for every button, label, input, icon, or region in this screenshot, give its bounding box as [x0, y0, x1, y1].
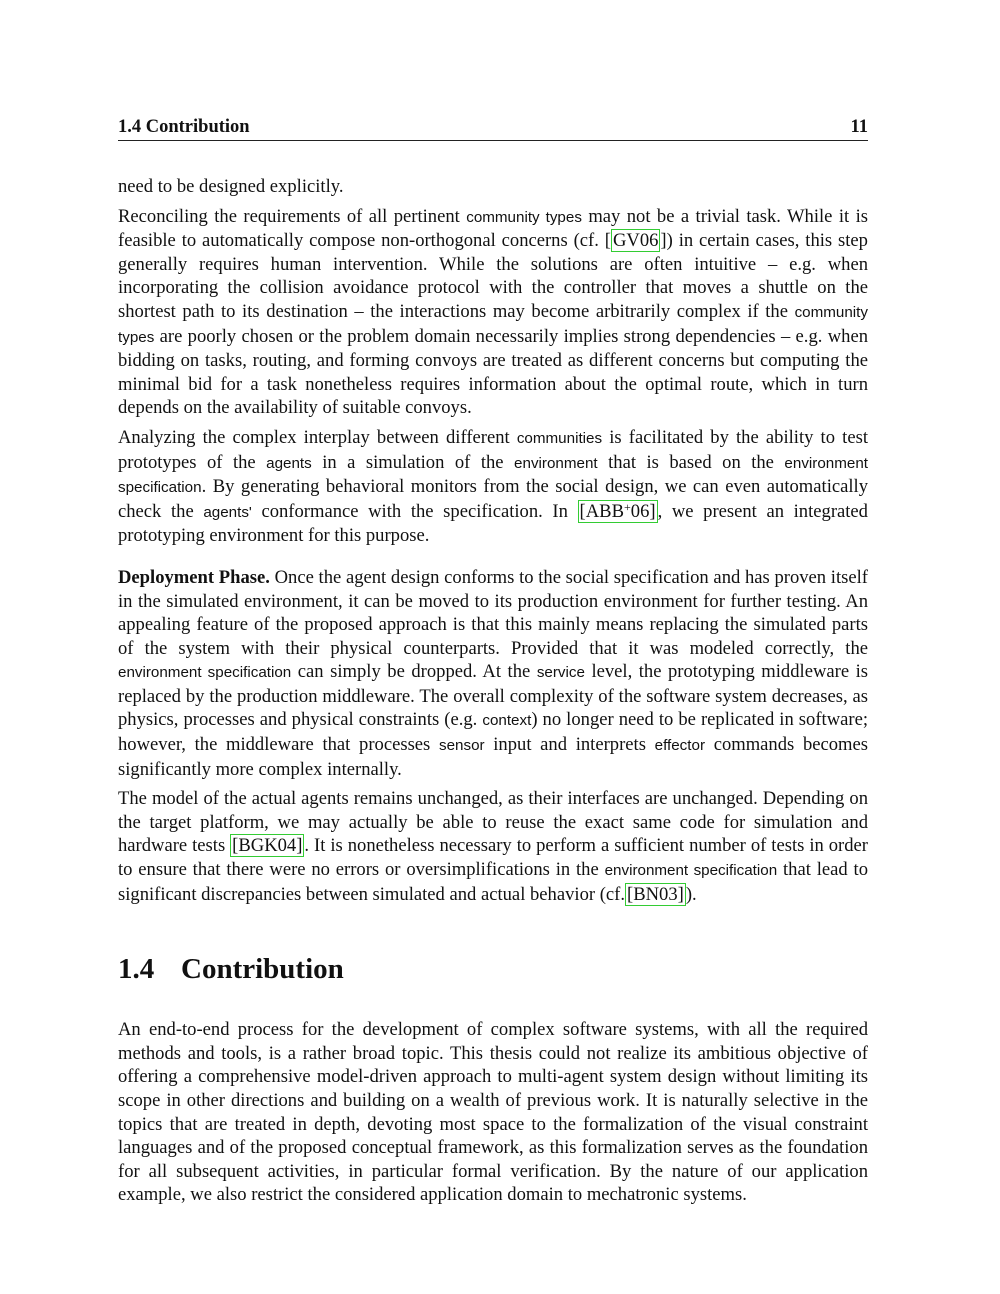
term-agents: agents [266, 454, 312, 472]
paragraph-community-types: Reconciling the requirements of all pertinent community types may not be a trivial task. While it is feasible to automatically compose non-orthogonal concerns (cf. [ GV06 ]) in certain cases, this step generally requires human intervention. While the solutions are often intuitive – e.g. when incorporating the collision avoidance protocol with the controller that moves a shuttle on the shortest path to its destination – the interactions may become arbitrarily complex if the community types are poorly chosen or the problem domain necessarily implies strong dependencies – e.g. when bidding on tasks, routing, and forming convoys are treated as different concerns but computing the minimal bid for a task nonetheless requires information about the optimal route, which in turn depends on the availability of suitable convoys. [118, 205, 868, 419]
term-service: service [536, 664, 585, 682]
section-number: 1.4 [118, 953, 155, 986]
paragraph-actual-agents: The model of the actual agents remains unchanged, as their interfaces are unchanged. Depending on the target platform, we may actually be able to reuse the exact same code for simulation and hardware tests [BGK04] . It is nonetheless necessary to perform a sufficient number of tests in order to ensure that there were no errors or oversimplifications in the environment specification that lead to significant discrepancies between simulated and actual behavior (cf. [BN03] ). [118, 788, 868, 905]
term-communities: communities [516, 429, 603, 447]
citation-link-gv06[interactable]: GV06 [612, 230, 659, 252]
paragraph-deployment-phase: Deployment Phase. Once the agent design conforms to the social specification and has proven itself in the simulated environment, it can be moved to its production environment for further testing. An appealing feature of the proposed approach is that this mainly means replacing the simulated parts of the system with their physical counterparts. Provided that it was modeled correctly, the environment specification can simply be dropped. At the service level, the prototyping middleware is replaced by the production middleware. The overall complexity of the software system decreases, as physics, processes and physical constraints (e.g. context) no longer need to be replicated in software; however, the middleware that processes sensor input and interprets effector commands becomes significantly more complex internally. [118, 566, 869, 780]
section-heading [118, 952, 868, 986]
citation-link-abb06[interactable]: [ABB+06] [579, 499, 656, 522]
term-context: context [482, 712, 532, 730]
paragraph-continuation: need to be designed explicitly. [118, 176, 344, 197]
term-environment-specification: environment specification [118, 664, 292, 682]
page-number: 11 [850, 117, 868, 137]
term-effector: effector [654, 737, 706, 755]
term-agents: agents' [203, 503, 252, 521]
term-sensor: sensor [438, 737, 485, 755]
section-title: Contribution [181, 953, 344, 986]
running-head [118, 116, 868, 141]
citation-link-bgk04[interactable]: [BGK04] [232, 835, 303, 857]
body-text [118, 175, 868, 1207]
citation-link-bn03[interactable]: [BN03] [627, 883, 684, 905]
page [118, 116, 868, 1213]
term-environment: environment [514, 454, 598, 472]
paragraph-contribution: An end-to-end process for the development of complex software systems, with all the required methods and tools, is a rather broad topic. This thesis could not realize its ambitious objective of offering a comprehensive model-driven approach to multi-agent system design without limiting its scope in other directions and building on a wealth of previous work. It is naturally selective in the topics that are treated in depth, devoting most space to the formalization of the visual constraint languages and of the proposed conceptual framework, as this formalization serves as the foundation for all subsequent activities, in particular formal verification. By the nature of our application example, we also restrict the considered application domain to mechatronic systems. [118, 1019, 868, 1206]
paragraph-analyzing: Analyzing the complex interplay between different communities is facilitated by the ability to test prototypes of the agents in a simulation of the environment that is based on the environment specification. By generating behavioral monitors from the social design, we can even automatically check the agents' conformance with the specification. In [ABB+06] , we present an integrated prototyping environment for this purpose. [118, 426, 868, 547]
term-community-types: community types [466, 208, 582, 226]
term-environment-specification: environment specification [604, 862, 778, 880]
term-environment-specification: environment specification [118, 454, 868, 497]
term-community-types: community types [118, 303, 868, 346]
paragraph-heading: Deployment Phase. [118, 566, 270, 588]
running-head-section: 1.4 Contribution [118, 117, 250, 137]
